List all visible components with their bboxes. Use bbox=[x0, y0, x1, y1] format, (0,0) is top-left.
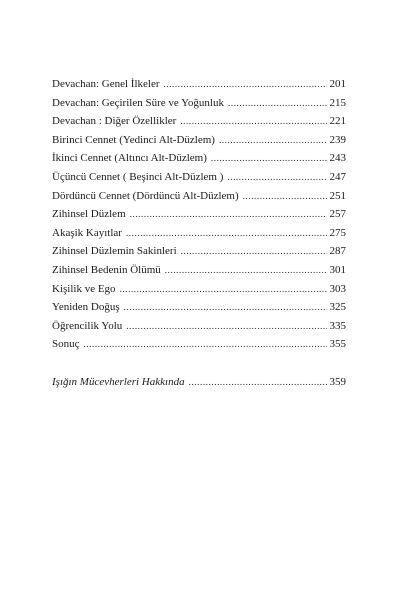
toc-leader-dots bbox=[228, 94, 327, 113]
toc-entry bbox=[52, 317, 346, 336]
toc-entry bbox=[52, 112, 346, 131]
toc-entry-title: Sonuç bbox=[52, 338, 80, 351]
toc-leader-dots bbox=[126, 317, 326, 336]
toc-leader-dots bbox=[181, 242, 327, 261]
toc-entry-title: Devachan: Genel İlkeler bbox=[52, 78, 160, 90]
toc-entry bbox=[52, 94, 346, 113]
toc-entry bbox=[52, 298, 346, 317]
toc-entry-title: Akaşik Kayıtlar bbox=[52, 226, 122, 239]
toc-entry-title: İkinci Cennet (Altıncı Alt-Düzlem) bbox=[52, 152, 207, 165]
toc-entry-page: 287 bbox=[329, 245, 346, 258]
toc-entry-page: 243 bbox=[329, 152, 346, 165]
toc-entry-page: 301 bbox=[329, 263, 346, 276]
toc-entry-page: 239 bbox=[329, 133, 346, 146]
table-of-contents bbox=[52, 75, 346, 392]
toc-entry-title: Öğrencilik Yolu bbox=[52, 319, 123, 332]
toc-leader-dots bbox=[189, 373, 327, 392]
toc-entry-title: Kişilik ve Ego bbox=[52, 282, 116, 295]
toc-entry bbox=[52, 224, 346, 243]
section-gap bbox=[52, 354, 346, 373]
toc-entry-title: Zihinsel Bedenin Ölümü bbox=[52, 263, 161, 276]
toc-entry-page: 257 bbox=[329, 208, 346, 221]
toc-leader-dots bbox=[164, 75, 327, 94]
toc-entry-page: 303 bbox=[329, 282, 346, 295]
toc-entry-page: 325 bbox=[329, 301, 346, 314]
toc-entry-title: Işığın Mücevherleri Hakkında bbox=[52, 375, 185, 388]
toc-leader-dots bbox=[130, 205, 327, 224]
toc-leader-dots bbox=[243, 187, 327, 206]
toc-entry-page: 247 bbox=[329, 170, 346, 183]
toc-entry-page: 221 bbox=[329, 115, 346, 128]
toc-entry-title: Yeniden Doğuş bbox=[52, 301, 120, 314]
toc-leader-dots bbox=[227, 168, 326, 187]
toc-entry-title: Devachan: Geçirilen Süre ve Yoğunluk bbox=[52, 96, 224, 109]
toc-leader-dots bbox=[165, 261, 327, 280]
toc-entry bbox=[52, 187, 346, 206]
toc-entry-title: Zihinsel Düzlemin Sakinleri bbox=[52, 245, 177, 258]
toc-entry-page: 275 bbox=[329, 226, 346, 239]
toc-entry-page: 201 bbox=[329, 78, 346, 90]
toc-entry-page: 215 bbox=[329, 96, 346, 109]
toc-entry bbox=[52, 75, 346, 94]
toc-entry bbox=[52, 280, 346, 299]
toc-entry bbox=[52, 149, 346, 168]
toc-entry bbox=[52, 261, 346, 280]
toc-leader-dots bbox=[126, 224, 327, 243]
toc-entry-title: Dördüncü Cennet (Dördüncü Alt-Düzlem) bbox=[52, 189, 239, 202]
toc-entry-title: Zihinsel Düzlem bbox=[52, 208, 126, 221]
toc-leader-dots bbox=[180, 112, 326, 131]
toc-leader-dots bbox=[124, 298, 327, 317]
toc-entry bbox=[52, 242, 346, 261]
toc-entry-page: 359 bbox=[329, 375, 346, 388]
toc-entry-title: Üçüncü Cennet ( Beşinci Alt-Düzlem ) bbox=[52, 170, 224, 183]
toc-leader-dots bbox=[120, 280, 327, 299]
toc-appendix-entry bbox=[52, 373, 346, 392]
toc-entry-title: Devachan : Diğer Özellikler bbox=[52, 115, 177, 128]
toc-entry-page: 355 bbox=[329, 338, 346, 351]
toc-entry bbox=[52, 168, 346, 187]
toc-leader-dots bbox=[211, 149, 327, 168]
toc-entry-page: 251 bbox=[329, 189, 346, 202]
toc-leader-dots bbox=[84, 335, 327, 354]
toc-entry bbox=[52, 205, 346, 224]
toc-entry bbox=[52, 131, 346, 150]
toc-leader-dots bbox=[219, 131, 327, 150]
toc-entry-title: Birinci Cennet (Yedinci Alt-Düzlem) bbox=[52, 133, 215, 146]
toc-entry-page: 335 bbox=[329, 319, 346, 332]
toc-entry bbox=[52, 335, 346, 354]
